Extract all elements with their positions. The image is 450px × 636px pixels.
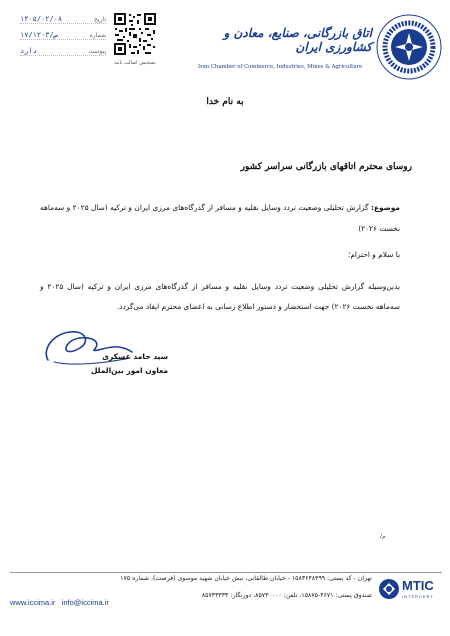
mtic-logo-icon bbox=[378, 578, 400, 600]
subject-label: موضوع: bbox=[371, 203, 400, 212]
recipient: روسای محترم اتاقهای بازرگانی سراسر کشور bbox=[240, 162, 412, 172]
meta-date-label: تاریخ bbox=[94, 16, 106, 23]
mtic-name: MTIC bbox=[402, 578, 434, 593]
body-paragraph: بدین‌وسیله گزارش تحلیلی وضعیت تردد وسایل نقلیه و مسافر از گذرگاه‌های مرزی ایران و ترکیه (سال ۲۰۲۵ و سه‌ماهه نخست ۲۰۲۶) جهت استحضار و دستور اطلاع رسانی به اعضای محترم ایفاد می‌گردد. bbox=[40, 282, 401, 311]
mtic-sub: INTERCERT bbox=[402, 594, 434, 599]
reference-mark: م/ bbox=[380, 533, 386, 540]
footer-divider bbox=[10, 572, 442, 573]
qr-code-icon[interactable] bbox=[113, 12, 157, 56]
footer-web bbox=[10, 598, 109, 607]
meta-number-value: ۱۷/ص/۱۲۰۳ bbox=[20, 31, 58, 39]
meta-number-row bbox=[20, 26, 106, 40]
chamber-name-en: Iran Chamber of Commerce, Industries, Mines & Agriculture bbox=[198, 64, 363, 70]
email-link[interactable]: info@iccima.ir bbox=[61, 598, 109, 607]
footer-contact: صندوق پستی: ۴۶۷۱-۱۵۸۷۵، تلفن: ۸۵۷۳۰۰۰۰، دورنگار: ۸۵۷۳۳۳۳۳ bbox=[201, 592, 372, 599]
handwritten-signature-icon bbox=[40, 322, 140, 370]
meta-attachment-row bbox=[20, 42, 106, 56]
bismillah-heading: به نام خدا bbox=[206, 97, 244, 107]
meta-date-value: ۱۴۰۵/۰۲/۰۸ bbox=[20, 15, 63, 23]
signatory-name: سید حامد عسکری bbox=[102, 352, 168, 361]
meta-attachment-value: دارد bbox=[20, 47, 37, 55]
signatory-title: معاون امور بین‌الملل bbox=[90, 366, 168, 375]
meta-date-row bbox=[20, 10, 106, 24]
website-link[interactable]: www.iccima.ir bbox=[10, 598, 56, 607]
greeting: با سلام و احترام؛ bbox=[347, 250, 400, 259]
chamber-name-fa: اتاق بازرگانی، صنایع، معادن و کشاورزی ایران bbox=[223, 26, 372, 54]
subject-text: گزارش تحلیلی وضعیت تردد وسایل نقلیه و مسافر از گذرگاه‌های مرزی ایران و ترکیه (سال ۲۰۲۵ و سه‌ماهه نخست ۲۰۲۶) bbox=[40, 203, 400, 233]
meta-attachment-label: پیوست bbox=[88, 48, 106, 55]
meta-number-label: شماره bbox=[89, 32, 106, 39]
chamber-logo-icon bbox=[376, 14, 442, 80]
letter-meta bbox=[20, 10, 106, 58]
subject-line bbox=[40, 197, 400, 239]
qr-caption: تشخیص اصالت نامه bbox=[114, 60, 156, 66]
footer-address: تهران - کد پستی: ۱۵۸۳۶۴۸۴۹۹ - خیابان طالقانی، نبش خیابان شهید موسوی (فرصت)، شماره ۱۷۵ bbox=[120, 575, 372, 582]
